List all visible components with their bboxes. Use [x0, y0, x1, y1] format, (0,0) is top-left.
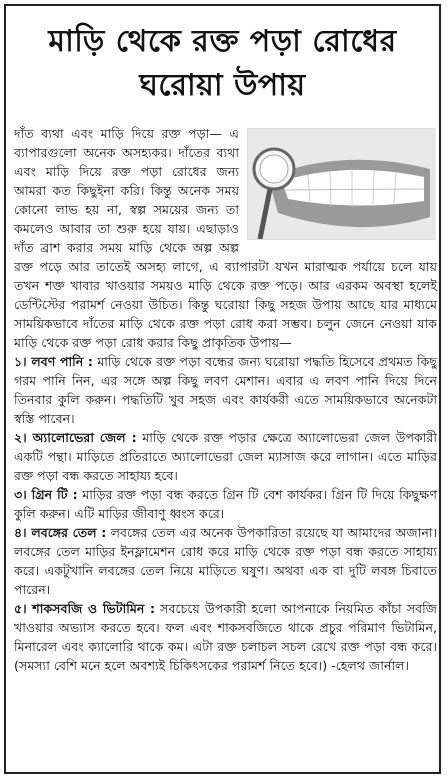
- headline-line-1: মাড়ি থেকে রক্ত পড়া রোধের: [48, 24, 397, 59]
- article-headline: [12, 20, 433, 108]
- tip-heading: ৩। গ্রিন টি :: [14, 487, 78, 502]
- tip-text: মাড়ি থেকে রক্ত পড়া বন্ধের জন্য ঘরোয়া পদ্ধতি হিসেবে প্রথমত কিছু গরম পানি নিন, এর সঙ্গে অল্প কিছু লবণ মেশান। এবার এ লবণ পানি দিয়ে দিনে তিনবার কুলি করুন। পদ্ধতিটি খুব সহজ এবং কার্যকরী এতে সাময়িকভাবে অনেকটা স্বস্তি পাবেন।: [14, 354, 437, 426]
- tip-green-tea: [14, 485, 437, 523]
- dental-mirror-smile-photo: [247, 128, 435, 240]
- tip-heading: ১। লবণ পানি :: [14, 354, 93, 369]
- tip-heading: ২। অ্যালোভেরা জেল :: [14, 430, 137, 445]
- tip-text: লবঙ্গের তেল এর অনেক উপকারিতা রয়েছে যা আমাদের অজানা। লবঙ্গের তেল মাড়ির ইনফ্লামেশন রোধ করে মাড়ি থেকে রক্ত পড়া বন্ধ করতে সাহায্য করে। একটুখানি লবঙ্গের তেল নিয়ে মাড়িতে ঘষুণ। অথবা এক বা দুটি লবঙ্গ চিবাতে পারেন।: [14, 525, 438, 597]
- tip-salt-water: [14, 352, 437, 428]
- intro-paragraph: দাঁত ব্যথা এবং মাড়ি দিয়ে রক্ত পড়া— এ ব্যাপারগুলো অনেক অসহ্যকর। দাঁতের ব্যথা এবং মাড়ি দিয়ে রক্ত পড়া রোধের জন্য আমরা কত কিছুইনা করি। কিন্তু অনেক সময় কোনো লাভ হয় না, স্বল্প সময়ের জন্য তা কমলেও আবার তা শুরু হয়ে যায়। এছাড়াও দাঁত ব্রাশ করার সময় মাড়ি থেকে অল্প অল্প রক্ত পড়ে আর তাতেই অসহ্য লাগে, এ ব্যাপারটা যখন মারাত্মক পর্যায়ে চলে যায় তখন শক্ত খাবার খাওয়ার সময়ও মাড়ি থেকে রক্ত পড়ে। আর এরকম অবস্থা হলেই ডেন্টিস্টের পরামর্শ নেওয়া উচিত। কিন্তু ঘরোয়া কিছু সহজ উপায় আছে যার মাধ্যমে সাময়িকভাবে দাঁতের মাড়ি থেকে রক্ত পড়া রোধ করা সম্ভব। চলুন জেনে নেওয়া যাক মাড়ি থেকে রক্ত পড়া রোধ করার কিছু প্রাকৃতিক উপায়—: [14, 126, 437, 350]
- smile-illustration: [248, 129, 434, 239]
- tip-text: মাড়ি থেকে রক্ত পড়ার ক্ষেত্রে অ্যালোভেরা জেল উপকারী একটি পন্থা। মাড়িতে প্রতিরাতে অ্যালোভেরা জেল ম্যাসাজ করে লাগান। এতে মাড়ির রক্ত পড়া বন্ধ করতে সাহায্য হবে।: [14, 430, 437, 483]
- tip-aloe-vera: [14, 428, 437, 485]
- article-body: [14, 124, 437, 675]
- headline-line-2: ঘরোয়া উপায়: [139, 68, 306, 103]
- tip-vegetables-vitamins: [14, 599, 437, 675]
- tip-text: সবচেয়ে উপকারী হলো আপনাকে নিয়মিত কাঁচা সবজি খাওয়ার অভ্যাস করতে হবে। ফল এবং শাকসবজিতে থাকে প্রচুর পরিমাণ ভিটামিন, মিনারেল এবং ক্যালোরি থাকে কম। এটা রক্ত চলাচল সচল রেখে রক্ত পড়া বন্ধ করে। (সমস্যা বেশি মনে হলে অবশ্যই চিকিৎসকের পরামর্শ নিতে হবে।) -হেলথ জার্নাল।: [14, 601, 437, 673]
- tip-clove-oil: [14, 523, 437, 599]
- tip-heading: ৪। লবঙ্গের তেল :: [14, 525, 107, 540]
- tip-text: মাড়ির রক্ত পড়া বন্ধ করতে গ্রিন টি বেশ কার্যকর। গ্রিন টি দিয়ে কিছুক্ষণ কুলি করুন। এটি মাড়ির জীবাণু ধ্বংস করে।: [14, 487, 437, 521]
- tip-heading: ৫। শাকসবজি ও ভিটামিন :: [14, 601, 155, 616]
